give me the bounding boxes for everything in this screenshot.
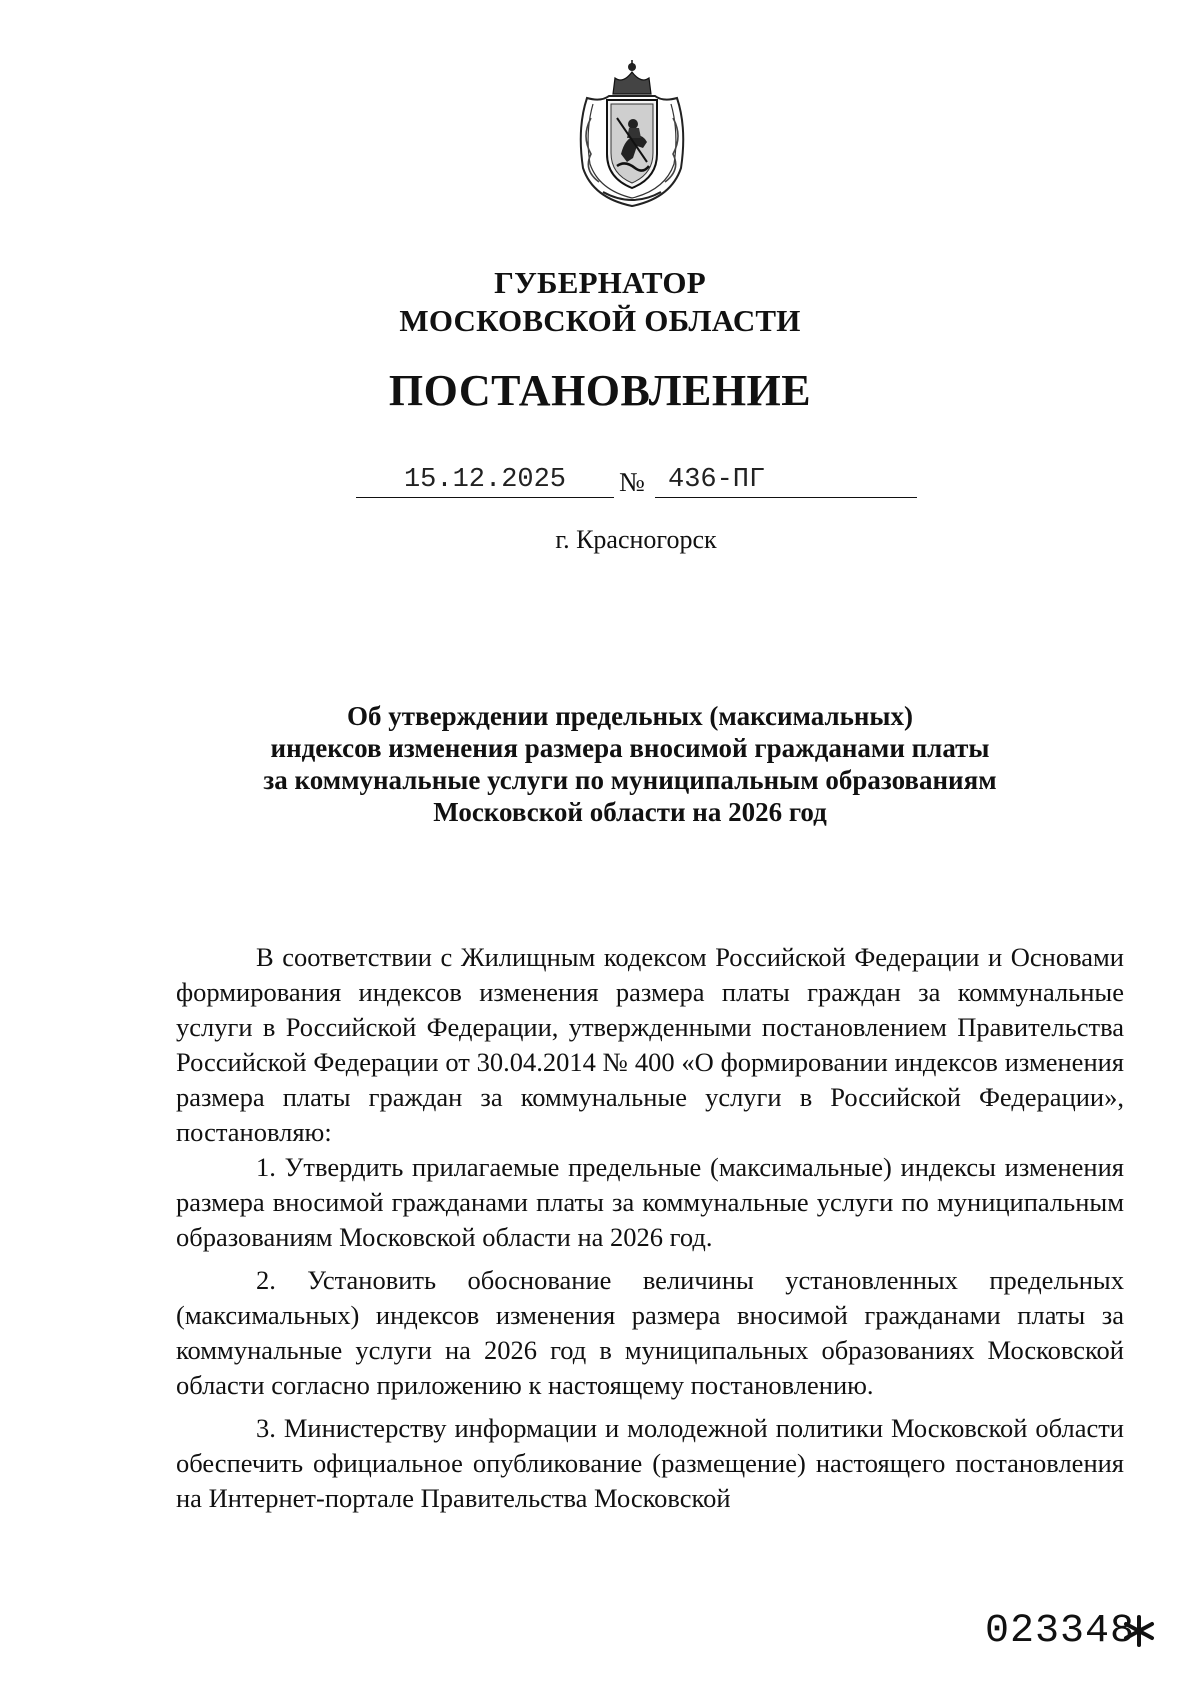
document-date: 15.12.2025 — [403, 465, 567, 495]
title-line: Об утверждении предельных (максимальных) — [346, 701, 913, 731]
document-type: ПОСТАНОВЛЕНИЕ — [388, 366, 812, 415]
preamble-paragraph: В соответствии с Жилищным кодексом Российской Федерации и Основами формирования индексов изменения размера платы граждан за коммунальные услуги в Российской Федерации, утвержденными постановлением Правительства Российской Федерации от 30.04.2014 № 400 «О формировании индексов изменения размера платы граждан за коммунальные услуги в Российской Федерации», постановляю: — [176, 942, 1124, 1147]
date-underline — [356, 497, 614, 498]
asterisk-mark-icon — [1122, 1614, 1156, 1648]
item-2-paragraph: 2. Установить обоснование величины установленных предельных (максимальных) индексов изменения размера вносимой гражданами платы за коммунальные услуги на 2026 год в муниципальных образованиях Московской области согласно приложению к настоящему постановлению. — [176, 1265, 1124, 1400]
item-1-paragraph: 1. Утвердить прилагаемые предельные (максимальные) индексы изменения размера вносимой гражданами платы за коммунальные услуги по муниципальным образованиям Московской области на 2026 год. — [176, 1152, 1124, 1252]
document-body — [176, 940, 1124, 1516]
title-line: индексов изменения размера вносимой гражданами платы — [270, 733, 990, 763]
form-serial-number: 023348 — [985, 1609, 1136, 1654]
title-line: за коммунальные услуги по муниципальным образованиям — [263, 765, 997, 795]
moscow-oblast-coat-of-arms-icon — [573, 58, 691, 208]
authority-name-line1: ГУБЕРНАТОР — [494, 265, 706, 300]
document-title — [220, 700, 1040, 828]
number-sign: № — [619, 467, 645, 497]
number-underline — [655, 497, 917, 498]
title-line: Московской области на 2026 год — [433, 797, 827, 827]
document-number: 436-ПГ — [668, 465, 766, 495]
authority-name-line2: МОСКОВСКОЙ ОБЛАСТИ — [399, 303, 801, 338]
item-3-paragraph: 3. Министерству информации и молодежной политики Московской области обеспечить официальное опубликование (размещение) настоящего постановления на Интернет-портале Правительства Московской — [176, 1413, 1124, 1513]
issue-city: г. Красногорск — [555, 525, 717, 554]
